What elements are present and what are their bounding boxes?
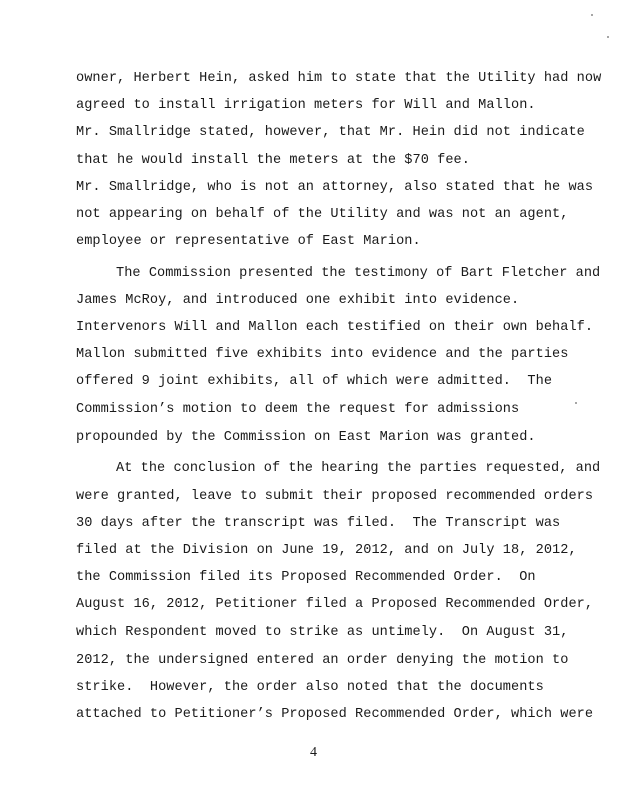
scan-speck [591, 14, 593, 16]
page-number: 4 [310, 745, 317, 760]
p3-line-9: strike. However, the order also noted that the documents [76, 680, 544, 695]
p1-line-1: owner, Herbert Hein, asked him to state that the Utility had now [76, 71, 602, 86]
p1-line-2: agreed to install irrigation meters for Will and Mallon. [76, 98, 536, 113]
p3-line-1: At the conclusion of the hearing the parties requested, and [116, 461, 601, 476]
p2-line-4: Mallon submitted five exhibits into evidence and the parties [76, 347, 569, 362]
p1-line-4: that he would install the meters at the $70 fee. [76, 153, 470, 168]
p3-line-4: filed at the Division on June 19, 2012, and on July 18, 2012, [76, 543, 577, 558]
p3-line-8: 2012, the undersigned entered an order denying the motion to [76, 653, 569, 668]
p3-line-10: attached to Petitioner’s Proposed Recommended Order, which were [76, 707, 594, 722]
p2-line-2: James McRoy, and introduced one exhibit into evidence. [76, 293, 520, 308]
p1-line-3: Mr. Smallridge stated, however, that Mr. Hein did not indicate [76, 125, 585, 140]
p1-line-6: not appearing on behalf of the Utility and was not an agent, [76, 207, 569, 222]
p1-line-7: employee or representative of East Marion. [76, 234, 421, 249]
p2-line-5: offered 9 joint exhibits, all of which were admitted. The [76, 374, 553, 389]
p3-line-7: which Respondent moved to strike as untimely. On August 31, [76, 625, 569, 640]
p1-line-5: Mr. Smallridge, who is not an attorney, also stated that he was [76, 180, 594, 195]
p2-line-7: propounded by the Commission on East Marion was granted. [76, 430, 536, 445]
p3-line-5: the Commission filed its Proposed Recommended Order. On [76, 570, 536, 585]
p3-line-2: were granted, leave to submit their proposed recommended orders [76, 489, 594, 504]
p3-line-3: 30 days after the transcript was filed. The Transcript was [76, 516, 561, 531]
p2-line-6: Commission’s motion to deem the request for admissions [76, 402, 520, 417]
scan-speck [607, 36, 609, 38]
p3-line-6: August 16, 2012, Petitioner filed a Proposed Recommended Order, [76, 597, 594, 612]
p2-line-3: Intervenors Will and Mallon each testified on their own behalf. [76, 320, 594, 335]
p2-line-1: The Commission presented the testimony of Bart Fletcher and [116, 266, 601, 281]
scan-speck [575, 402, 577, 404]
